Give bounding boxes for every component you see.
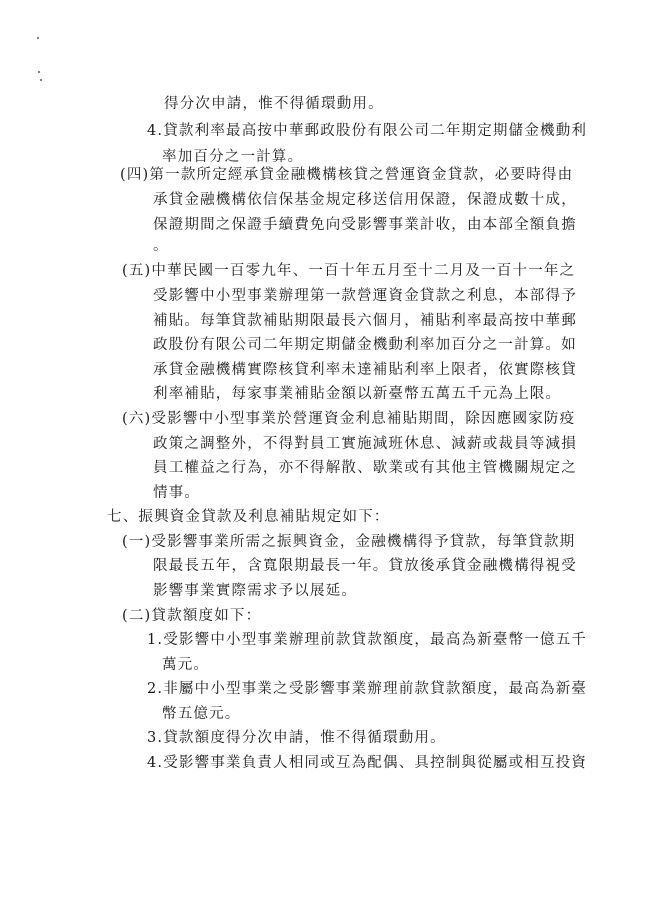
text-line: 影響事業實際需求予以展延。 [153, 583, 358, 599]
scan-speck [37, 37, 39, 39]
text-line: 情事。 [153, 485, 201, 501]
text-line: 承貸金融機構依信保基金規定移送信用保證，保證成數十成， [153, 192, 577, 208]
text-line: 限最長五年，含寬限期最長一年。貸放後承貸金融機構得視受 [153, 558, 577, 574]
text-line: 4.受影響事業負責人相同或互為配偶、具控制與從屬或相互投資 [147, 755, 588, 771]
text-line: 承貸金融機構實際核貸利率未達補貼利率上限者，依實際核貸 [153, 362, 577, 378]
text-line: 幣五億元。 [162, 706, 241, 722]
text-line: (二)貸款額度如下： [122, 608, 262, 624]
text-line: 保證期間之保證手續費免向受影響事業計收，由本部全額負擔 [153, 217, 577, 233]
text-line: 利率補貼，每家事業補貼金額以新臺幣五萬五千元為上限。 [153, 386, 562, 402]
text-line: 員工權益之行為，亦不得解散、歇業或有其他主管機關規定之 [153, 460, 577, 476]
scan-speck [38, 71, 40, 73]
text-line: 。 [153, 238, 169, 254]
text-line: (四)第一款所定經承貸金融機構核貸之營運資金貸款，必要時得由 [120, 167, 574, 183]
text-line: 受影響中小型事業辦理第一款營運資金貸款之利息，本部得予 [153, 288, 577, 304]
text-line: 政股份有限公司二年期定期儲金機動利率加百分之一計算。如 [153, 337, 577, 353]
text-line: 萬元。 [162, 657, 210, 673]
text-line: 補貼。每筆貸款補貼期限最長六個月，補貼利率最高按中華郵 [153, 313, 577, 329]
text-line: (一)受影響事業所需之振興資金，金融機構得予貸款，每筆貸款期 [122, 534, 576, 550]
text-line: 3.貸款額度得分次申請，惟不得循環動用。 [147, 730, 446, 746]
text-line: 政策之調整外，不得對員工實施減班休息、減薪或裁員等減損 [153, 436, 577, 452]
text-line: 4.貸款利率最高按中華郵政股份有限公司二年期定期儲金機動利 [147, 123, 588, 139]
scan-speck [40, 79, 42, 81]
text-line: 率加百分之一計算。 [162, 149, 304, 165]
text-line: 2.非屬中小型事業之受影響事業辦理前款貸款額度，最高為新臺 [147, 681, 588, 697]
text-line: 得分次申請，惟不得循環動用。 [164, 96, 384, 112]
text-line: 1.受影響中小型事業辦理前款貸款額度，最高為新臺幣一億五千 [147, 632, 588, 648]
text-line: (五)中華民國一百零九年、一百十年五月至十二月及一百十一年之 [122, 263, 576, 279]
text-line: (六)受影響中小型事業於營運資金利息補貼期間，除因應國家防疫 [122, 411, 576, 427]
section-heading: 七、振興資金貸款及利息補貼規定如下： [107, 509, 390, 525]
